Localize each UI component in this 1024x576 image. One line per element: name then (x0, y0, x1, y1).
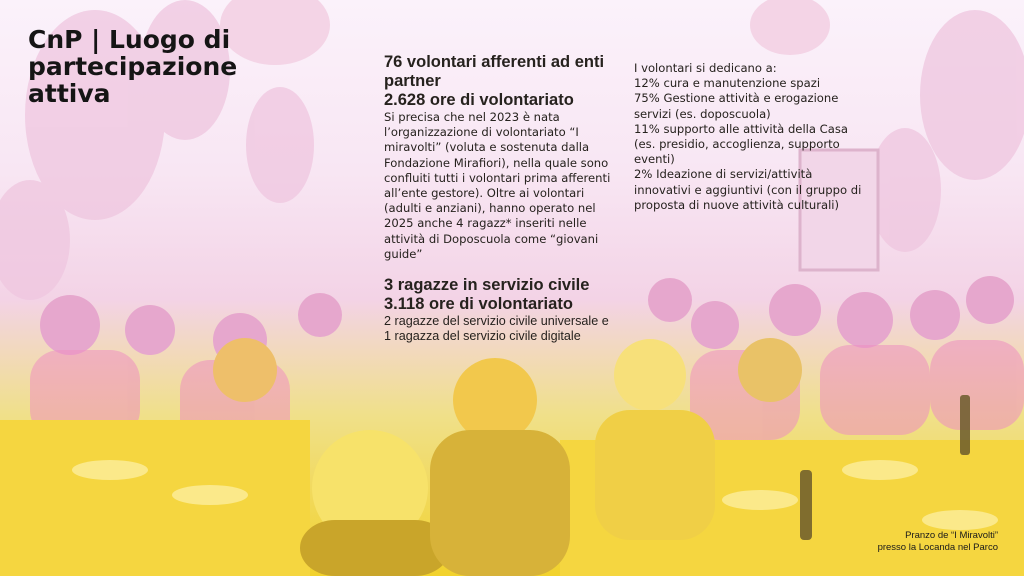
volunteers-column (384, 53, 616, 344)
civil-service-heading: 3 ragazze in servizio civile (384, 276, 590, 295)
partner-volunteers-heading: 76 volontari afferenti ad enti partner (384, 53, 605, 90)
activity-item: 2% Ideazione di servizi/attività innovativi e aggiuntivi (con il gruppo di proposta di nuove attività culturali) (634, 167, 862, 212)
caption-line: presso la Locanda nel Parco (877, 541, 998, 553)
activities-intro: I volontari si dedicano a: (634, 61, 777, 75)
activity-item: 75% Gestione attività e erogazione servizi (es. doposcuola) (634, 91, 839, 121)
volunteer-hours-heading: 2.628 ore di volontariato (384, 91, 574, 109)
volunteers-description: Si precisa che nel 2023 è nata l’organizzazione di volontariato “I miravolti” (voluta e sostenuta dalla Fondazione Mirafiori), nella quale sono confluiti tutti i volontari prima afferenti all’ente gestore). Oltre ai volontari (adulti e anziani), hanno operato nel 2025 anche 4 ragazz* inseriti nelle attività di Doposcuola come “giovani guide” (384, 110, 611, 261)
photo-caption (878, 530, 998, 553)
civil-service-description: 2 ragazze del servizio civile universale e 1 ragazza del servizio civile digitale (384, 314, 609, 344)
caption-line: Pranzo de “I Miravolti” (905, 530, 998, 541)
activity-item: 11% supporto alle attività della Casa (es. presidio, accoglienza, supporto eventi) (634, 121, 849, 167)
activities-list (634, 76, 868, 213)
civil-service-hours-heading: 3.118 ore di volontariato (384, 295, 573, 314)
page-title: CnP | Luogo di partecipazione attiva (28, 25, 238, 108)
activity-item: 12% cura e manutenzione spazi (634, 76, 821, 91)
activities-column (634, 61, 868, 213)
